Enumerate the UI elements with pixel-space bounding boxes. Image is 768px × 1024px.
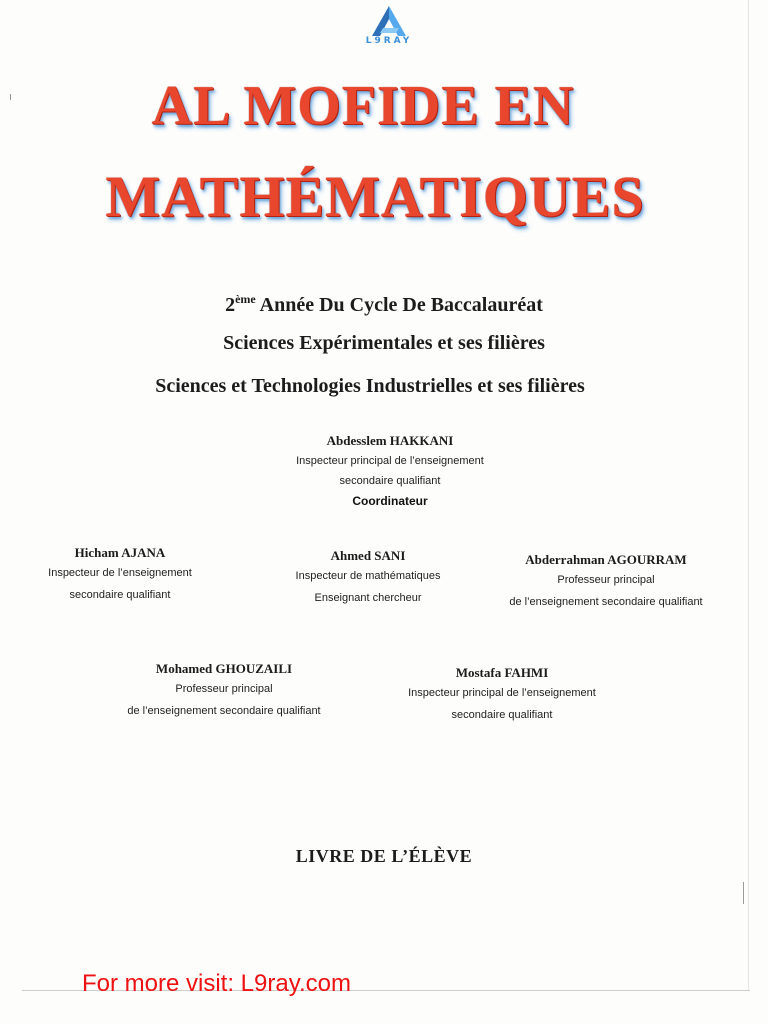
author-title-line-2: de l’enseignement secondaire qualifiant	[509, 596, 703, 608]
coordinator-block	[240, 432, 540, 512]
author-name: Mohamed GHOUZAILI	[155, 661, 293, 676]
coordinator-title-line-1: Inspecteur principal de l’enseignement	[296, 455, 484, 467]
grade-text: Année Du Cycle De Baccalauréat	[255, 294, 543, 316]
subtitle-stream-1: Sciences Expérimentales et ses filières	[223, 332, 545, 354]
author-block	[20, 544, 220, 606]
book-title-line-1: AL MOFIDE EN	[151, 75, 575, 137]
book-title-line-2: MATHÉMATIQUES	[105, 164, 645, 229]
coordinator-role: Coordinateur	[352, 494, 428, 508]
promo-link[interactable]: For more visit: L9ray.com	[82, 970, 351, 997]
logo-text: L9RAY	[365, 36, 413, 46]
scan-mark	[743, 882, 744, 904]
author-block	[384, 664, 620, 726]
triangle-a-icon	[369, 4, 409, 38]
publisher-logo	[360, 4, 418, 48]
author-title-line-1: Inspecteur principal de l’enseignement	[408, 687, 596, 699]
author-block	[488, 551, 724, 613]
subtitle-stream-2: Sciences et Technologies Industrielles et ses filières	[155, 375, 585, 397]
book-type-label: LIVRE DE L’ÉLÈVE	[295, 846, 473, 866]
author-block	[268, 547, 468, 609]
author-name: Abderrahman AGOURRAM	[525, 552, 687, 567]
author-title-line-2: secondaire qualifiant	[451, 709, 553, 721]
coordinator-title-line-2: secondaire qualifiant	[339, 475, 441, 487]
author-title-line-2: secondaire qualifiant	[69, 589, 171, 601]
author-title-line-1: Professeur principal	[557, 574, 655, 586]
author-title-line-2: de l’enseignement secondaire qualifiant	[127, 705, 321, 717]
grade-suffix: ème	[235, 292, 256, 306]
subtitle-grade	[0, 287, 768, 317]
author-block	[106, 660, 342, 722]
grade-number: 2	[225, 294, 236, 316]
author-name: Ahmed SANI	[330, 548, 406, 563]
author-name: Mostafa FAHMI	[455, 665, 549, 680]
author-title-line-1: Inspecteur de mathématiques	[295, 570, 441, 582]
page-edge	[748, 0, 749, 990]
coordinator-name: Abdesslem HAKKANI	[326, 433, 454, 448]
author-name: Hicham AJANA	[74, 545, 166, 560]
author-title-line-1: Professeur principal	[175, 683, 273, 695]
author-title-line-1: Inspecteur de l’enseignement	[48, 567, 192, 579]
author-title-line-2: Enseignant chercheur	[314, 592, 422, 604]
